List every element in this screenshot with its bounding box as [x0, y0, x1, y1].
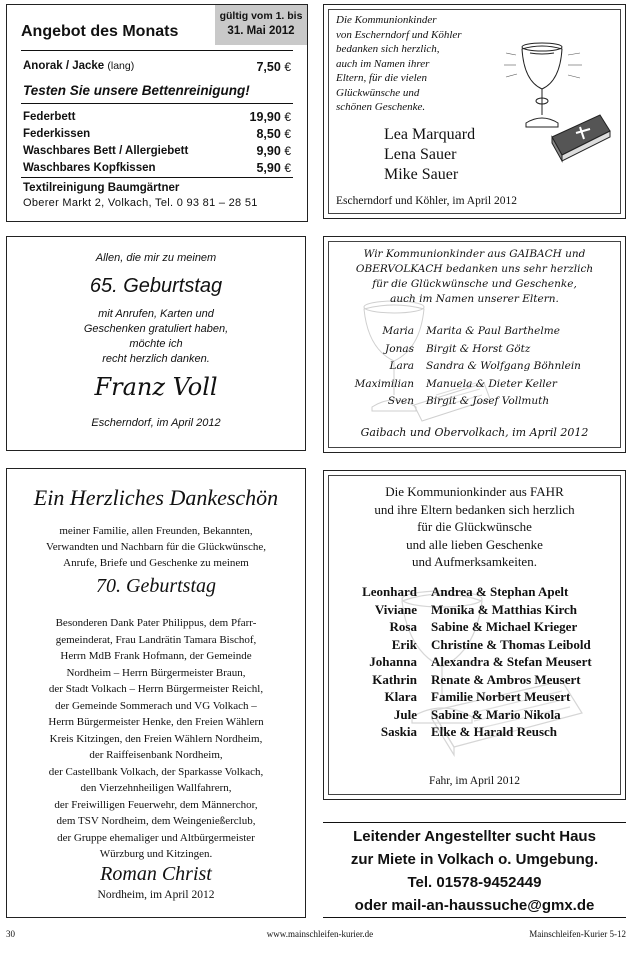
ad-footer: Escherndorf und Köhler, im April 2012 — [336, 195, 517, 207]
list-item: Jule Sabine & Mario Nikola — [393, 706, 561, 722]
list-item: Federkissen 8,50 € — [23, 127, 291, 141]
list-item: Sven Birgit & Josef Vollmuth — [387, 395, 550, 407]
intro-text: Wir Kommunionkinder aus GAIBACH und OBERVOLKACH bedanken uns sehr herzlich für die Glückwünsche und Geschenke, auch im Namen unserer Eltern. — [355, 248, 594, 305]
anorak-label: Anorak / Jacke — [23, 60, 105, 72]
offer-items — [23, 109, 291, 177]
list-item: Erik Christine & Thomas Leibold — [391, 636, 591, 652]
anorak-price: 7,50 — [256, 60, 281, 74]
birthday-65-ad — [6, 236, 306, 451]
company-address: Oberer Markt 2, Volkach, Tel. 0 93 81 – 28 51 — [23, 197, 258, 209]
intro-text: meiner Familie, allen Freunden, Bekannten, Verwandten und Nachbarn für die Glückwünsche, Anrufe, Briefe und Geschenke zu meinem — [46, 525, 266, 569]
signature: Franz Voll — [94, 373, 218, 401]
signature-name: Roman Christ — [100, 863, 212, 885]
intro-text: Die Kommunionkinder aus FAHR und ihre Eltern bedanken sich herzlich für die Glückwünsche und alle lieben Geschenke und Aufmerksamkeiten. — [374, 484, 575, 569]
children-list — [324, 583, 625, 741]
chalice-bible-icon — [502, 41, 612, 171]
company-name: Textilreinigung Baumgärtner — [23, 182, 180, 194]
children-names: Lea Marquard Lena Sauer Mike Sauer — [384, 126, 476, 183]
anorak-note: (lang) — [107, 60, 135, 72]
page-number: 30 — [6, 929, 15, 939]
list-item: Maximilian Manuela & Dieter Keller — [354, 377, 557, 390]
list-item: Waschbares Kopfkissen 5,90 € — [23, 161, 291, 175]
communion-fahr-ad — [323, 470, 626, 800]
headline: 70. Geburtstag — [96, 575, 216, 597]
list-item: Leonhard Andrea & Stephan Apelt — [362, 584, 569, 599]
list-item: Federbett 19,90 € — [23, 110, 291, 124]
website-url: www.mainschleifen-kurier.de — [266, 929, 374, 939]
divider — [21, 50, 293, 51]
currency: € — [284, 60, 291, 74]
list-item: Waschbares Bett / Allergiebett 9,90 € — [23, 144, 291, 158]
list-item: Rosa Sabine & Michael Krieger — [389, 619, 578, 634]
birthday-70-ad — [6, 468, 306, 918]
list-item: Saskia Elke & Harald Reusch — [380, 724, 558, 739]
divider — [21, 177, 293, 178]
list-item: Kathrin Renate & Ambros Meusert — [372, 671, 581, 687]
list-item: Maria Marita & Paul Barthelme — [382, 325, 560, 337]
offer-title: Angebot des Monats — [21, 23, 179, 40]
list-item: Klara Familie Norbert Meusert — [384, 689, 571, 704]
headline: 65. Geburtstag — [89, 275, 223, 297]
thanks-text: Die Kommunionkinder von Escherndorf und Köhler bedanken sich herzlich, auch im Namen ihrer Eltern, für die vielen Glückwünsche und schönen Geschenke. — [336, 14, 462, 113]
house-search-ad — [323, 822, 626, 918]
anorak-row — [23, 60, 291, 74]
ad-footer: Gaibach und Obervolkach, im April 2012 — [360, 426, 589, 439]
communion-escherndorf-ad — [323, 4, 626, 219]
intro-line: Allen, die mir zu meinem — [95, 252, 217, 264]
thanks-text: mit Anrufen, Karten und Geschenken gratuliert haben, möchte ich recht herzlich danken. — [83, 308, 229, 365]
list-item: Jonas Birgit & Horst Götz — [385, 342, 531, 355]
offer-ad — [6, 4, 308, 222]
list-item: Lara Sandra & Wolfgang Böhnlein — [389, 360, 581, 372]
company-info — [23, 181, 291, 211]
issue-label: Mainschleifen-Kurier 5-12 — [529, 929, 626, 939]
validity-line-1: gültig vom 1. bis — [219, 10, 303, 22]
children-list — [324, 323, 625, 411]
list-item: Johanna Alexandra & Stefan Meusert — [369, 654, 592, 669]
ad-footer: Fahr, im April 2012 — [429, 775, 520, 787]
communion-gaibach-ad — [323, 236, 626, 453]
divider — [21, 103, 293, 104]
validity-line-2: 31. Mai 2012 — [227, 25, 295, 37]
ad-text: Leitender Angestellter sucht Haus zur Miete in Volkach o. Umgebung. Tel. 01578-9452449 oder mail-an-haussuche@gmx.de — [350, 828, 599, 914]
ad-footer: Escherndorf, im April 2012 — [91, 417, 221, 429]
ad-title: Ein Herzliches Dankeschön — [33, 485, 279, 510]
list-item: Viviane Monika & Matthias Kirch — [374, 601, 578, 617]
offer-slogan: Testen Sie unsere Bettenreinigung! — [23, 83, 250, 98]
body-text: Besonderen Dank Pater Philippus, dem Pfarr- gemeinderat, Frau Landrätin Tamara Bischof, Herrn MdB Frank Hofmann, der Gemeinde Nordheim – Herrn Bürgermeister Braun, der Stadt Volkach – Herrn Bürgermeister Reichl, der Gemeinde Sommerach und VG Volkach – Herrn Bürgermeister Henke, den Freien Wählern Kreis Kitzingen, den Freien Wählern Nordheim, der Raiffeisenbank Nordheim, der Castellbank Volkach, der Sparkasse Volkach, den Vierzehnheiligen Wallfahrern, der Freiwilligen Feuerwehr, dem Männerchor, dem TSV Nordheim, dem Weingenießerclub, der Gruppe ehemaliger und Altbürgermeister Würzburg und Kitzingen. — [48, 617, 264, 860]
validity-badge — [215, 5, 307, 45]
ad-footer: Nordheim, im April 2012 — [97, 889, 215, 901]
